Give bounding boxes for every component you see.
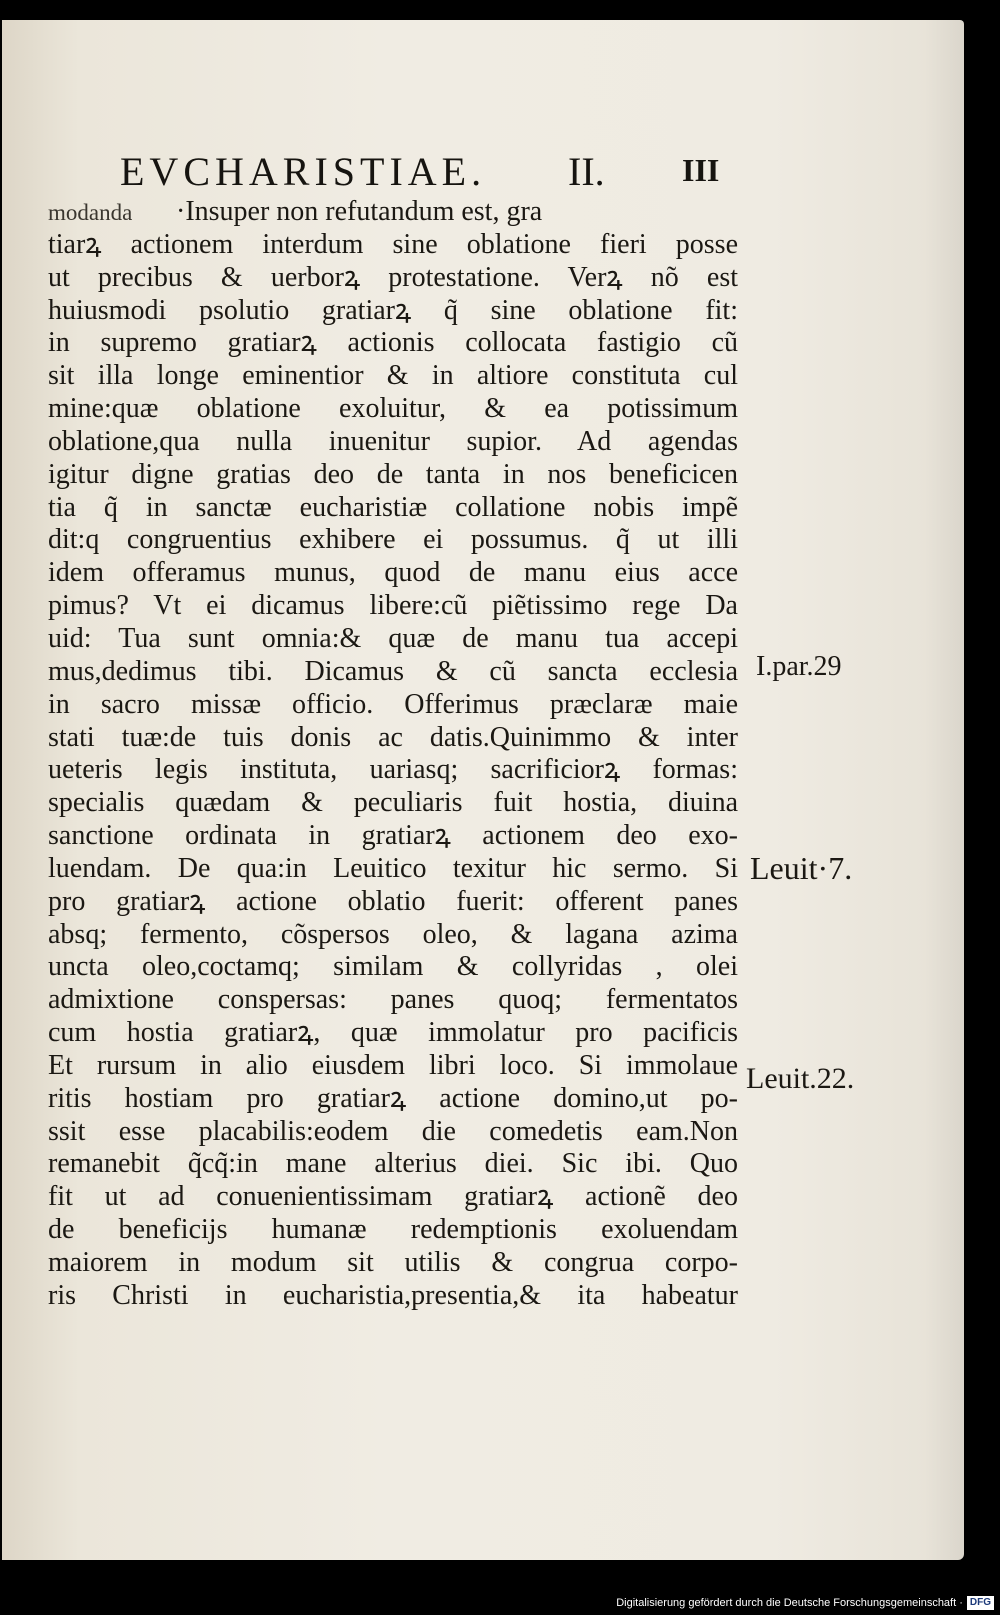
text-line: maiorem in modum sit utilis & congrua corpo- (48, 1247, 738, 1278)
text-line: Et rursum in alio eiusdem libri loco. Si immolaue (48, 1049, 738, 1081)
digitization-credit (616, 1593, 994, 1613)
book-page (2, 20, 964, 1560)
text-line: luendam. De qua:in Leuitico texitur hic sermo. Si (48, 852, 738, 884)
text-line: absq; fermento, cõspersos oleo, & lagana azima (48, 918, 738, 950)
text-line: fit ut ad conuenientissimam gratiarꝝ actionẽ deo (48, 1181, 738, 1213)
margin-note-reference: I.par.29 (756, 651, 842, 682)
text-line: mus,dedimus tibi. Dicamus & cũ sancta ecclesia (48, 655, 738, 687)
text-line (48, 196, 738, 229)
text-line: ris Christi in eucharistia,presentia,& ita habeatur (48, 1279, 738, 1311)
text-line: huiusmodi psolutio gratiarꝝ q̃ sine oblatione fit: (48, 294, 738, 326)
credit-text: Digitalisierung gefördert durch die Deutsche Forschungsgemeinschaft · (616, 1597, 963, 1609)
text-line: ueteris legis instituta, uariasq; sacrificiorꝝ formas: (48, 754, 738, 786)
text-line: in supremo gratiarꝝ actionis collocata fastigio cũ (48, 327, 738, 359)
text-line: in sacro missæ officio. Offerimus præclaræ maie (48, 688, 738, 720)
text-line: ritis hostiam pro gratiarꝝ actione domino,ut po- (48, 1082, 738, 1114)
text-line: cum hostia gratiarꝝ, quæ immolatur pro pacificis (48, 1017, 738, 1049)
folio-number: III (682, 152, 720, 188)
text-line: oblatione,qua nulla inuenitur supior. Ad agendas (48, 425, 738, 457)
text-line: dit:q congruentius exhibere ei possumus. q̃ ut illi (48, 524, 738, 556)
book-number: II. (568, 149, 605, 194)
text-line: tiarꝝ actionem interdum sine oblatione fieri posse (48, 228, 738, 260)
text-line: sit illa longe eminentior & in altiore constituta cul (48, 360, 738, 392)
dfg-logo: DFG (967, 1596, 994, 1610)
text-line: igitur digne gratias deo de tanta in nos beneficicen (48, 458, 738, 490)
text-line: pimus? Vt ei dicamus libere:cũ piẽtissimo rege Da (48, 590, 738, 622)
margin-gloss: modanda (48, 200, 133, 225)
running-title: EVCHARISTIAE. (120, 149, 487, 194)
text-line: idem offeramus munus, quod de manu eius acce (48, 557, 738, 589)
text-line: remanebit q̃cq̃:in mane alterius diei. Sic ibi. Quo (48, 1148, 738, 1180)
text-line: tia q̃ in sanctæ eucharistiæ collatione nobis impẽ (48, 491, 738, 523)
text-line: mine:quæ oblatione exoluitur, & ea potissimum (48, 393, 738, 425)
text-line: pro gratiarꝝ actione oblatio fuerit: offerent panes (48, 885, 738, 917)
text-line: ssit esse placabilis:eodem die comedetis eam.Non (48, 1115, 738, 1147)
page-header (120, 148, 740, 200)
text-line: uncta oleo,coctamq; similam & collyridas , olei (48, 951, 738, 983)
text-line: specialis quædam & peculiaris fuit hostia, diuina (48, 787, 738, 819)
first-line-text: ·Insuper non refutandum est, gra (176, 196, 543, 227)
margin-note-reference: Leuit.22. (746, 1062, 855, 1095)
text-line: ut precibus & uerborꝝ protestatione. Verꝝ nõ est (48, 261, 738, 293)
text-line: de beneficijs humanæ redemptionis exoluendam (48, 1214, 738, 1246)
text-line: uid: Tua sunt omnia:& quæ de manu tua accepi (48, 622, 738, 654)
body-text (48, 196, 738, 1313)
text-line: stati tuæ:de tuis donis ac datis.Quinimmo & inter (48, 721, 738, 753)
text-line: sanctione ordinata in gratiarꝝ actionem deo exo- (48, 820, 738, 852)
margin-note-reference: Leuit·7. (750, 850, 853, 886)
text-line: admixtione conspersas: panes quoq; fermentatos (48, 984, 738, 1016)
